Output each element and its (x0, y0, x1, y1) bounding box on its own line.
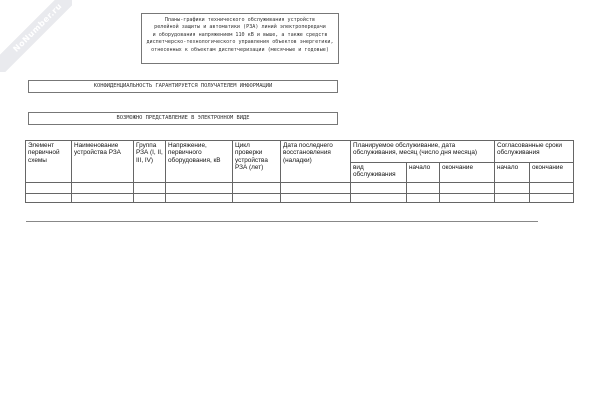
electronic-form-banner: ВОЗМОЖНО ПРЕДСТАВЛЕНИЕ В ЭЛЕКТРОННОМ ВИДЕ (28, 112, 338, 125)
horizontal-rule (26, 221, 538, 222)
table-cell (166, 194, 233, 203)
subheader-planned-end: окончание (440, 163, 495, 183)
title-line: Планы-графики технического обслуживания устройств (164, 17, 316, 23)
table-cell (351, 194, 407, 203)
title-line: и оборудования напряжением 110 кВ и выше, а также средств (152, 31, 328, 38)
table-cell (26, 194, 72, 203)
table-cell (530, 194, 574, 203)
table-cell (495, 194, 530, 203)
table-cell (281, 194, 351, 203)
table-cell (134, 183, 166, 194)
table-cell (166, 183, 233, 194)
table-row (26, 194, 574, 203)
table-cell (72, 194, 134, 203)
table-cell (495, 183, 530, 194)
header-device-name: Наименование устройства РЗА (72, 141, 134, 183)
table-cell (530, 183, 574, 194)
maintenance-schedule-table (25, 140, 574, 203)
header-group: Группа РЗА (I, II, III, IV) (134, 141, 166, 183)
table-row (26, 183, 574, 194)
watermark (0, 0, 72, 72)
table-cell (134, 194, 166, 203)
confidentiality-banner: КОНФИДЕНЦИАЛЬНОСТЬ ГАРАНТИРУЕТСЯ ПОЛУЧАТЕЛЕМ ИНФОРМАЦИИ (28, 80, 338, 93)
table-cell (407, 194, 440, 203)
header-planned: Планируемое обслуживание, дата обслуживания, месяц (число дня месяца) (351, 141, 495, 163)
table-cell (233, 194, 281, 203)
title-line: диспетчерско-технологического управления объектов энергетики, (146, 39, 334, 46)
subheader-planned-start: начало (407, 163, 440, 183)
subheader-agreed-start: начало (495, 163, 530, 183)
table-cell (440, 194, 495, 203)
title-line: релейной защиты и автоматики (РЗА) линий электропередачи (154, 24, 326, 31)
table-cell (281, 183, 351, 194)
table-cell (72, 183, 134, 194)
table-cell (440, 183, 495, 194)
subheader-agreed-end: окончание (530, 163, 574, 183)
header-voltage: Напряжение, первичного оборудования, кВ (166, 141, 233, 183)
table-cell (26, 183, 72, 194)
header-cycle: Цикл проверки устройства РЗА (лет) (233, 141, 281, 183)
header-last-date: Дата последнего восстановления (наладки) (281, 141, 351, 183)
document-title (141, 13, 339, 64)
header-agreed: Согласованные сроки обслуживания (495, 141, 574, 163)
table-cell (407, 183, 440, 194)
table-cell (351, 183, 407, 194)
watermark-text: NoNumber.ru (0, 0, 72, 72)
subheader-service-type: вид обслуживания (351, 163, 407, 183)
table-cell (233, 183, 281, 194)
title-line: отнесенных к объектам диспетчеризации (месячные и годовые) (151, 46, 329, 53)
header-element: Элемент первичной схемы (26, 141, 72, 183)
